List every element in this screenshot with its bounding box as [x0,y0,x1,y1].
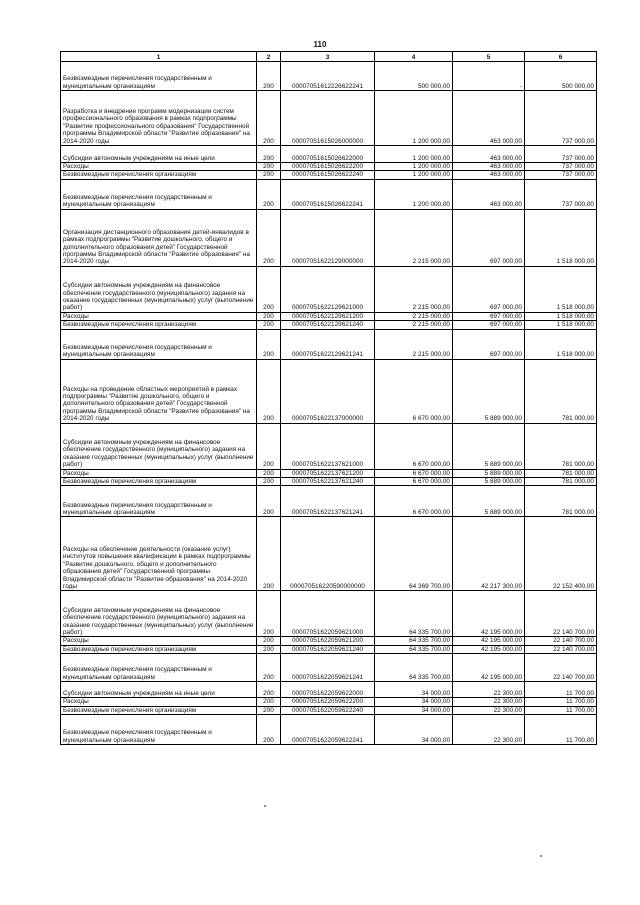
row-name: Субсидии автономным учреждениям на финансовое обеспечение государственного (муниципального) задания на оказание государственных (муниципальных) услуг (выполнение работ) [61,266,257,312]
table-row [61,591,597,637]
row-name: Расходы [61,469,257,477]
row-classifier-code: 00007051622129621241 [281,329,375,359]
row-name: Организация дистанционного образования детей-инвалидов в рамках подпрограммы "Развитие дошкольного, общего и дополнительного образования детей" Государственной программы Владимирской области "Развитие образования" на 2014-2020 годы [61,209,257,266]
row-value-col4: 64 335 700,00 [375,654,453,682]
table-row [61,359,597,423]
table-row [61,179,597,209]
row-value-col5: 697 000,00 [453,329,525,359]
row-name: Разработка и внедрение программ модернизации систем профессионального образования в рамках подпрограммы "Развитие профессионального образования" Государственной программы Владимирской области "Развитие образования" на 2014-2020 годы [61,91,257,146]
header-col-5: 5 [453,52,525,62]
row-value-col5: 42 217 300,00 [453,517,525,591]
table-row [61,329,597,359]
row-code: 200 [257,91,281,146]
row-value-col6: 1 518 000,00 [525,321,597,329]
row-classifier-code: 00007051622137621200 [281,469,375,477]
row-classifier-code: 00007051622129621000 [281,266,375,312]
row-value-col6: 737 000,00 [525,146,597,163]
header-col-1: 1 [61,52,257,62]
row-name: Безвозмездные перечисления государственным и муниципальным организациям [61,329,257,359]
row-code: 200 [257,698,281,706]
row-value-col4: 2 215 000,00 [375,321,453,329]
row-value-col6: 737 000,00 [525,171,597,179]
row-value-col5: 463 000,00 [453,146,525,163]
table-row [61,682,597,698]
table-row [61,321,597,329]
row-value-col5: 5 889 000,00 [453,359,525,423]
table-row [61,478,597,486]
table-row [61,698,597,706]
table-row [61,423,597,469]
row-value-col4: 1 200 000,00 [375,146,453,163]
row-code: 200 [257,359,281,423]
row-classifier-code: 00007051622129621200 [281,312,375,320]
row-value-col4: 2 215 000,00 [375,209,453,266]
row-value-col4: 34 000,00 [375,682,453,698]
row-name: Безвозмездные перечисления организациям [61,321,257,329]
row-classifier-code: 000070516220590000000 [281,517,375,591]
row-value-col6: 781 000,00 [525,486,597,517]
row-code: 200 [257,312,281,320]
row-code: 200 [257,591,281,637]
header-col-3: 3 [281,52,375,62]
row-value-col6: 11 700,00 [525,706,597,714]
row-classifier-code: 00007051612226622241 [281,62,375,91]
table-row [61,91,597,146]
row-code: 200 [257,715,281,745]
row-value-col5: 22 300,00 [453,682,525,698]
row-value-col6: 22 152 400,00 [525,517,597,591]
row-value-col6: 1 518 000,00 [525,312,597,320]
row-classifier-code: 00007051622137621000 [281,423,375,469]
row-value-col5: 42 195 000,00 [453,591,525,637]
row-value-col4: 2 215 000,00 [375,329,453,359]
row-classifier-code: 00007051622129621240 [281,321,375,329]
table-row [61,637,597,645]
table-row [61,715,597,745]
row-value-col4: 64 335 700,00 [375,637,453,645]
row-value-col5: 463 000,00 [453,163,525,171]
row-name: Безвозмездные перечисления государственным и муниципальным организациям [61,179,257,209]
row-name: Безвозмездные перечисления государственным и муниципальным организациям [61,486,257,517]
row-code: 200 [257,706,281,714]
row-classifier-code: 00007051615026622000 [281,146,375,163]
row-value-col5: - [453,62,525,91]
row-value-col4: 500 000,00 [375,62,453,91]
row-code: 200 [257,266,281,312]
row-name: Расходы [61,698,257,706]
row-name: Расходы [61,163,257,171]
row-classifier-code: 00007051615026622200 [281,163,375,171]
row-value-col4: 34 000,00 [375,706,453,714]
row-name: Расходы [61,637,257,645]
row-value-col6: 737 000,00 [525,163,597,171]
row-classifier-code: 00007051615026622241 [281,179,375,209]
header-col-4: 4 [375,52,453,62]
row-classifier-code: 00007051622059622241 [281,715,375,745]
row-classifier-code: 00007051622059621241 [281,654,375,682]
row-code: 200 [257,517,281,591]
row-value-col6: 737 000,00 [525,179,597,209]
row-code: 200 [257,329,281,359]
table-row [61,312,597,320]
table-row [61,706,597,714]
row-value-col6: 781 000,00 [525,423,597,469]
row-code: 200 [257,654,281,682]
row-code: 200 [257,171,281,179]
row-value-col4: 6 670 000,00 [375,423,453,469]
row-value-col6: 22 140 700,00 [525,645,597,653]
row-value-col5: 5 889 000,00 [453,486,525,517]
row-value-col4: 64 335 700,00 [375,591,453,637]
row-value-col6: 781 000,00 [525,469,597,477]
row-name: Субсидии автономным учреждениям на иные цели [61,146,257,163]
table-row [61,517,597,591]
row-value-col5: 697 000,00 [453,209,525,266]
row-value-col6: 781 000,00 [525,478,597,486]
row-name: Безвозмездные перечисления организациям [61,171,257,179]
row-name: Безвозмездные перечисления организациям [61,706,257,714]
table-row [61,62,597,91]
row-classifier-code: 00007051622059622200 [281,698,375,706]
row-name: Безвозмездные перечисления организациям [61,645,257,653]
row-classifier-code: 00007051622137621241 [281,486,375,517]
row-value-col6: 11 700,00 [525,682,597,698]
row-value-col4: 6 670 000,00 [375,359,453,423]
row-value-col6: 22 140 700,00 [525,654,597,682]
row-value-col4: 2 215 000,00 [375,266,453,312]
row-code: 200 [257,163,281,171]
table-row [61,486,597,517]
row-value-col5: 5 889 000,00 [453,478,525,486]
table-row [61,645,597,653]
row-value-col6: 737 000,00 [525,91,597,146]
row-code: 200 [257,637,281,645]
row-name: Расходы [61,312,257,320]
row-value-col5: 42 195 000,00 [453,637,525,645]
table-row [61,146,597,163]
row-code: 200 [257,478,281,486]
row-value-col6: 1 518 000,00 [525,266,597,312]
row-classifier-code: 00007051622059622000 [281,682,375,698]
row-classifier-code: 00007051615026622240 [281,171,375,179]
row-code: 200 [257,645,281,653]
row-code: 200 [257,179,281,209]
row-value-col5: 5 889 000,00 [453,423,525,469]
table-row [61,209,597,266]
row-value-col5: 42 195 000,00 [453,645,525,653]
row-value-col6: 22 140 700,00 [525,591,597,637]
table-body [61,62,597,745]
row-value-col5: 42 195 000,00 [453,654,525,682]
row-classifier-code: 00007051622059621200 [281,637,375,645]
row-value-col5: 5 889 000,00 [453,469,525,477]
row-value-col5: 463 000,00 [453,171,525,179]
row-code: 200 [257,62,281,91]
row-value-col5: 697 000,00 [453,266,525,312]
table-row [61,163,597,171]
row-value-col6: 1 518 000,00 [525,209,597,266]
row-value-col5: 463 000,00 [453,91,525,146]
row-code: 200 [257,486,281,517]
row-value-col5: 22 300,00 [453,706,525,714]
table-header-row [61,52,597,62]
table-row [61,654,597,682]
row-classifier-code: 00007051622059622240 [281,706,375,714]
row-code: 200 [257,469,281,477]
row-classifier-code: 00007051622137000000 [281,359,375,423]
row-name: Безвозмездные перечисления государственным и муниципальным организациям [61,654,257,682]
budget-table [60,51,597,745]
row-value-col4: 1 200 000,00 [375,179,453,209]
row-classifier-code: 00007051615026000000 [281,91,375,146]
row-classifier-code: 00007051622129000000 [281,209,375,266]
row-value-col4: 34 000,00 [375,715,453,745]
row-value-col4: 1 200 000,00 [375,171,453,179]
row-value-col4: 6 670 000,00 [375,469,453,477]
row-value-col6: 500 000,00 [525,62,597,91]
row-classifier-code: 00007051622059621000 [281,591,375,637]
row-name: Безвозмездные перечисления государственным и муниципальным организациям [61,62,257,91]
row-code: 200 [257,682,281,698]
row-value-col6: 1 518 000,00 [525,329,597,359]
row-name: Субсидии автономным учреждениям на финансовое обеспечение государственного (муниципального) задания на оказание государственных (муниципальных) услуг (выполнение работ) [61,423,257,469]
row-value-col4: 1 200 000,00 [375,91,453,146]
table-row [61,266,597,312]
header-col-2: 2 [257,52,281,62]
row-code: 200 [257,321,281,329]
row-name: Расходы на обеспечение деятельности (оказание услуг) институтов повышения квалификации в рамках подпрограммы "Развитие дошкольного, общего и дополнительного образования детей" Государственной программы Владимирской области "Развитие образования" на 2014-2020 годы [61,517,257,591]
row-name: Субсидии автономным учреждениям на иные цели [61,682,257,698]
row-value-col6: 22 140 700,00 [525,637,597,645]
row-name: Расходы на проведение областных мероприятий в рамках подпрограммы "Развитие дошкольного, общего и дополнительного образования детей" Государственной программы Владимирской области "Развитие образования" на 2014-2020 годы [61,359,257,423]
row-value-col4: 64 369 700,00 [375,517,453,591]
row-name: Безвозмездные перечисления государственным и муниципальным организациям [61,715,257,745]
row-value-col6: 11 700,00 [525,715,597,745]
scan-speck [264,805,266,807]
table-row [61,469,597,477]
row-value-col4: 6 670 000,00 [375,486,453,517]
header-col-6: 6 [525,52,597,62]
row-value-col5: 22 300,00 [453,715,525,745]
row-value-col4: 1 200 000,00 [375,163,453,171]
row-value-col4: 2 215 000,00 [375,312,453,320]
row-value-col5: 697 000,00 [453,312,525,320]
row-code: 200 [257,146,281,163]
row-classifier-code: 00007051622137621240 [281,478,375,486]
row-value-col4: 6 670 000,00 [375,478,453,486]
row-value-col5: 22 300,00 [453,698,525,706]
row-value-col5: 463 000,00 [453,179,525,209]
row-value-col4: 64 335 700,00 [375,645,453,653]
row-name: Субсидии автономным учреждениям на финансовое обеспечение государственного (муниципального) задания на оказание государственных (муниципальных) услуг (выполнение работ) [61,591,257,637]
row-classifier-code: 00007051622059621240 [281,645,375,653]
page-number: 110 [313,40,327,49]
row-code: 200 [257,423,281,469]
row-value-col6: 781 000,00 [525,359,597,423]
row-value-col5: 697 000,00 [453,321,525,329]
table-row [61,171,597,179]
row-value-col4: 34 000,00 [375,698,453,706]
scan-speck [540,855,542,857]
row-name: Безвозмездные перечисления организациям [61,478,257,486]
row-value-col6: 11 700,00 [525,698,597,706]
row-code: 200 [257,209,281,266]
